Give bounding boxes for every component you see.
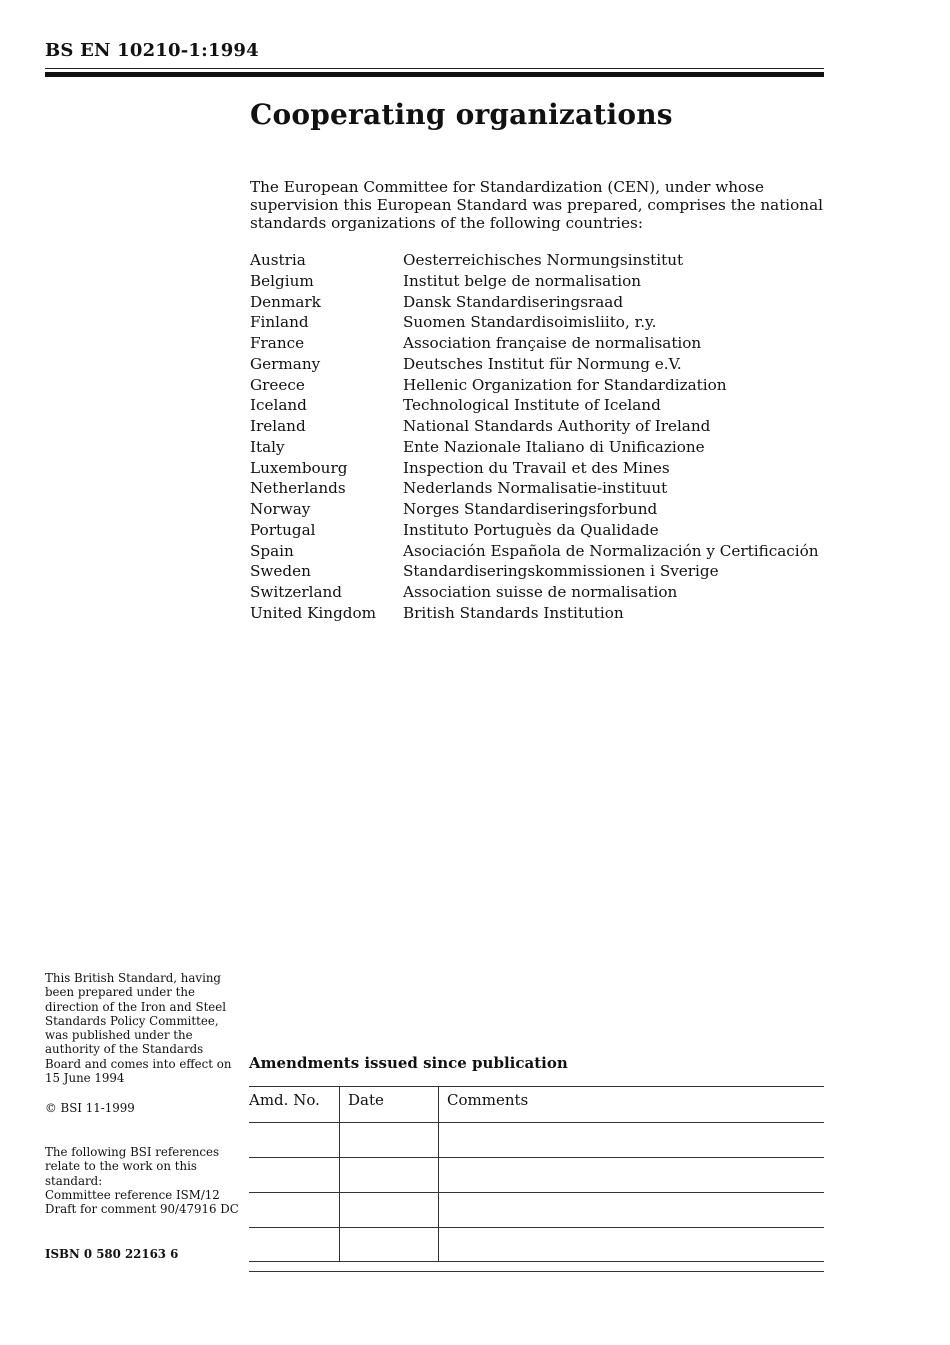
organization-name: Asociación Española de Normalización y Certificación — [403, 541, 819, 560]
organization-row — [250, 582, 819, 603]
organization-row — [250, 250, 819, 271]
amendment-cell — [439, 1158, 825, 1193]
country-name: Norway — [250, 500, 311, 518]
organization-name: Institut belge de normalisation — [403, 271, 642, 290]
bsi-references — [45, 1145, 240, 1216]
organization-name: Technological Institute of Iceland — [403, 396, 661, 415]
organization-name: Nederlands Normalisatie-instituut — [403, 479, 668, 498]
country-name: Germany — [250, 354, 321, 373]
organization-row — [250, 541, 819, 562]
country-name: France — [250, 334, 305, 352]
country-name: Belgium — [250, 271, 314, 290]
amendment-cell — [439, 1123, 825, 1158]
organization-row — [250, 437, 819, 458]
organization-name: Ente Nazionale Italiano di Unificazione — [403, 437, 705, 456]
country-name: Ireland — [250, 417, 306, 435]
organization-name: Association suisse de normalisation — [403, 583, 678, 601]
organization-name: Inspection du Travail et des Mines — [403, 458, 670, 477]
organization-name: Standardiseringskommissionen i Sverige — [403, 562, 719, 581]
organization-row — [250, 395, 819, 416]
table-bottom-rule — [249, 1261, 824, 1262]
amendment-cell — [439, 1193, 825, 1228]
amendment-row — [249, 1193, 824, 1228]
organization-name: Hellenic Organization for Standardization — [403, 375, 727, 394]
header-rule-thick — [45, 72, 824, 77]
amendment-cell — [249, 1158, 340, 1193]
amendment-cell — [439, 1228, 825, 1263]
amendments-table — [249, 1086, 824, 1262]
organization-row — [250, 520, 819, 541]
isbn: ISBN 0 580 22163 6 — [45, 1247, 179, 1261]
organization-name: National Standards Authority of Ireland — [403, 417, 711, 435]
organization-name: Oesterreichisches Normungsinstitut — [403, 251, 684, 269]
organization-row — [250, 603, 819, 624]
organization-name: Deutsches Institut für Normung e.V. — [403, 354, 682, 373]
organizations-list — [250, 250, 819, 624]
organization-name: Instituto Portuguès da Qualidade — [403, 520, 659, 539]
country-name: Iceland — [250, 396, 307, 415]
copyright-note: © BSI 11-1999 — [45, 1101, 135, 1115]
organization-row — [250, 292, 819, 313]
header-rule-thin — [45, 68, 824, 69]
organization-name: Dansk Standardiseringsraad — [403, 292, 624, 311]
country-name: Finland — [250, 313, 309, 332]
organization-row — [250, 271, 819, 292]
amendment-cell — [340, 1193, 439, 1228]
organization-row — [250, 478, 819, 499]
amendment-row — [249, 1123, 824, 1158]
amendment-cell — [340, 1123, 439, 1158]
organization-row — [250, 458, 819, 479]
organization-row — [250, 375, 819, 396]
page-bottom-rule — [249, 1271, 824, 1272]
organization-name: Norges Standardiseringsforbund — [403, 500, 658, 518]
intro-paragraph: The European Committee for Standardization (CEN), under whose supervision this European Standard was prepared, comprises the national standards organizations of the following countries: — [250, 178, 824, 232]
page-title: Cooperating organizations — [250, 98, 673, 131]
organization-row — [250, 333, 819, 354]
country-name: Spain — [250, 541, 294, 560]
amendment-cell — [340, 1228, 439, 1263]
column-header-date: Date — [340, 1087, 439, 1123]
draft-reference: Draft for comment 90/47916 DC — [45, 1202, 239, 1217]
country-name: Greece — [250, 375, 305, 394]
organization-row — [250, 416, 819, 437]
document-reference: BS EN 10210-1:1994 — [45, 40, 259, 61]
country-name: Switzerland — [250, 583, 343, 601]
column-header-comments: Comments — [439, 1087, 825, 1123]
organization-row — [250, 499, 819, 520]
publication-note: This British Standard, having been prepared under the direction of the Iron and Steel Standards Policy Committee, was published under the authority of the Standards Board and comes into effect on 15 June 1994 — [45, 971, 232, 1086]
organization-name: Association française de normalisation — [403, 334, 702, 352]
organization-row — [250, 561, 819, 582]
amendment-row — [249, 1158, 824, 1193]
country-name: Italy — [250, 437, 285, 456]
committee-reference: Committee reference ISM/12 — [45, 1187, 220, 1202]
organization-row — [250, 312, 819, 333]
country-name: Portugal — [250, 520, 316, 539]
amendment-cell — [249, 1123, 340, 1158]
references-intro: The following BSI references relate to the work on this standard: — [45, 1145, 220, 1188]
country-name: Netherlands — [250, 479, 346, 498]
organization-name: Suomen Standardisoimisliito, r.y. — [403, 313, 657, 332]
amendment-row — [249, 1228, 824, 1263]
country-name: Sweden — [250, 562, 311, 581]
amendment-cell — [249, 1228, 340, 1263]
organization-name: British Standards Institution — [403, 603, 624, 622]
organization-row — [250, 354, 819, 375]
amendments-header-row — [249, 1087, 824, 1123]
country-name: Luxembourg — [250, 458, 348, 477]
amendments-heading: Amendments issued since publication — [249, 1054, 568, 1072]
amendment-cell — [249, 1193, 340, 1228]
country-name: Austria — [250, 251, 306, 269]
country-name: Denmark — [250, 292, 321, 311]
column-header-amd-no: Amd. No. — [249, 1091, 320, 1109]
country-name: United Kingdom — [250, 603, 377, 622]
amendment-cell — [340, 1158, 439, 1193]
